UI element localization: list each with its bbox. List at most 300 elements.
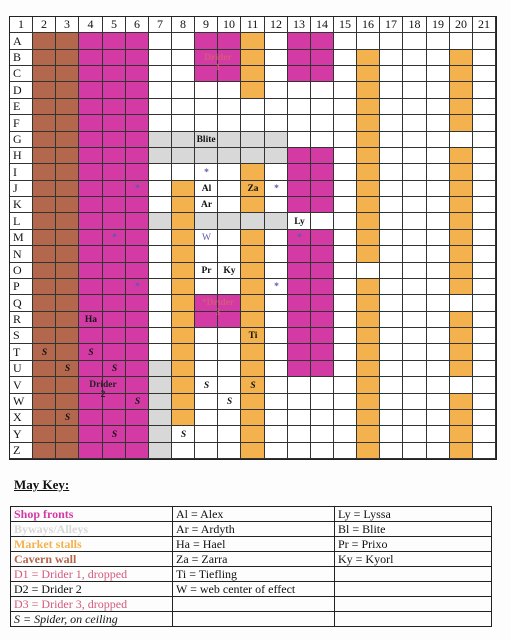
map-cell bbox=[380, 344, 403, 361]
map-cell bbox=[56, 115, 79, 132]
column-header: 11 bbox=[241, 17, 265, 33]
map-cell bbox=[288, 66, 311, 82]
map-cell bbox=[126, 66, 149, 82]
map-cell bbox=[126, 312, 149, 328]
map-cell bbox=[265, 197, 288, 213]
map-cell bbox=[33, 377, 56, 394]
map-cell bbox=[79, 246, 103, 263]
map-cell bbox=[172, 164, 195, 181]
key-cell bbox=[335, 612, 492, 627]
map-cell bbox=[79, 279, 103, 295]
column-header: 21 bbox=[473, 17, 496, 33]
map-cell bbox=[403, 50, 427, 66]
drider1-label: Drider 1 bbox=[204, 53, 232, 73]
map-cell bbox=[33, 328, 56, 344]
map-cell bbox=[241, 279, 265, 295]
map-cell bbox=[79, 328, 103, 344]
map-cell bbox=[334, 115, 357, 132]
map-cell bbox=[403, 279, 427, 295]
map-cell bbox=[56, 197, 79, 213]
map-cell bbox=[126, 50, 149, 66]
map-cell bbox=[427, 66, 450, 82]
map-cell bbox=[79, 164, 103, 181]
map-cell bbox=[126, 82, 149, 99]
map-cell bbox=[56, 213, 79, 230]
map-cell bbox=[380, 377, 403, 394]
map-cell bbox=[427, 132, 450, 148]
map-cell bbox=[450, 66, 473, 82]
map-cell bbox=[473, 263, 496, 279]
map-cell bbox=[473, 295, 496, 312]
map-cell bbox=[241, 230, 265, 246]
column-header: 1 bbox=[10, 17, 33, 33]
map-cell bbox=[334, 230, 357, 246]
map-cell bbox=[241, 361, 265, 377]
map-cell bbox=[357, 213, 380, 230]
map-cell bbox=[172, 33, 195, 50]
map-cell bbox=[126, 426, 149, 443]
map-cell bbox=[195, 344, 218, 361]
map-cell bbox=[149, 33, 172, 50]
map-cell bbox=[357, 197, 380, 213]
key-cell: W = web center of effect bbox=[173, 582, 335, 597]
map-cell bbox=[195, 99, 218, 115]
map-cell bbox=[218, 82, 241, 99]
map-cell bbox=[149, 82, 172, 99]
map-cell bbox=[149, 50, 172, 66]
map-cell bbox=[79, 82, 103, 99]
map-cell bbox=[288, 344, 311, 361]
map-cell bbox=[380, 361, 403, 377]
map-cell bbox=[195, 279, 218, 295]
map-cell bbox=[195, 213, 218, 230]
map-cell bbox=[427, 33, 450, 50]
map-marker: Ar bbox=[200, 200, 213, 210]
key-row bbox=[11, 597, 492, 612]
map-cell bbox=[265, 99, 288, 115]
map-cell bbox=[403, 33, 427, 50]
map-cell bbox=[473, 132, 496, 148]
map-cell bbox=[103, 99, 126, 115]
key-cell: D1 = Drider 1, dropped bbox=[11, 567, 173, 582]
map-marker: S bbox=[134, 397, 141, 407]
map-cell bbox=[427, 361, 450, 377]
map-cell bbox=[103, 263, 126, 279]
map-cell bbox=[427, 410, 450, 426]
key-cell bbox=[335, 582, 492, 597]
map-cell bbox=[172, 148, 195, 164]
map-cell bbox=[56, 263, 79, 279]
map-cell bbox=[149, 312, 172, 328]
map-cell bbox=[33, 443, 56, 459]
map-cell bbox=[126, 328, 149, 344]
map-cell bbox=[265, 82, 288, 99]
map-cell bbox=[450, 33, 473, 50]
map-cell bbox=[473, 246, 496, 263]
map-cell bbox=[357, 99, 380, 115]
column-header: 3 bbox=[56, 17, 79, 33]
map-cell bbox=[427, 344, 450, 361]
map-cell bbox=[33, 181, 56, 197]
map-cell bbox=[241, 443, 265, 459]
map-cell bbox=[450, 115, 473, 132]
map-cell bbox=[265, 295, 288, 312]
map-cell bbox=[103, 197, 126, 213]
map-cell bbox=[473, 443, 496, 459]
map-cell bbox=[103, 132, 126, 148]
map-cell bbox=[427, 312, 450, 328]
map-cell bbox=[218, 99, 241, 115]
map-cell bbox=[427, 213, 450, 230]
map-cell bbox=[126, 197, 149, 213]
map-cell bbox=[450, 443, 473, 459]
map-cell bbox=[33, 295, 56, 312]
map-cell bbox=[450, 82, 473, 99]
map-cell bbox=[288, 312, 311, 328]
map-cell bbox=[33, 115, 56, 132]
map-cell bbox=[357, 82, 380, 99]
map-cell bbox=[450, 246, 473, 263]
map-cell bbox=[357, 394, 380, 410]
key-cell bbox=[173, 597, 335, 612]
map-cell bbox=[56, 50, 79, 66]
map-cell bbox=[149, 344, 172, 361]
row-header: J bbox=[10, 181, 33, 197]
row-header: V bbox=[10, 377, 33, 394]
map-cell bbox=[149, 263, 172, 279]
map-cell bbox=[334, 312, 357, 328]
map-cell bbox=[126, 295, 149, 312]
map-cell bbox=[380, 279, 403, 295]
map-cell bbox=[334, 246, 357, 263]
map-cell bbox=[311, 33, 334, 50]
map-cell bbox=[218, 230, 241, 246]
map-marker: S bbox=[111, 429, 118, 440]
map-cell bbox=[311, 213, 334, 230]
map-cell bbox=[149, 181, 172, 197]
map-cell bbox=[265, 361, 288, 377]
map-cell bbox=[450, 410, 473, 426]
map-cell bbox=[380, 443, 403, 459]
map-cell bbox=[311, 426, 334, 443]
map-cell bbox=[427, 115, 450, 132]
map-cell bbox=[33, 197, 56, 213]
map-cell bbox=[288, 377, 311, 394]
map-cell bbox=[149, 279, 172, 295]
map-cell bbox=[172, 230, 195, 246]
map-grid bbox=[9, 16, 497, 460]
map-cell bbox=[172, 50, 195, 66]
map-cell bbox=[79, 181, 103, 197]
map-cell bbox=[103, 33, 126, 50]
map-cell bbox=[241, 344, 265, 361]
map-cell bbox=[427, 279, 450, 295]
map-cell bbox=[149, 361, 172, 377]
map-cell bbox=[380, 164, 403, 181]
map-cell bbox=[103, 312, 126, 328]
map-cell bbox=[334, 132, 357, 148]
column-header: 18 bbox=[403, 17, 427, 33]
map-cell bbox=[334, 394, 357, 410]
row-header: R bbox=[10, 312, 33, 328]
row-header: Q bbox=[10, 295, 33, 312]
map-cell bbox=[311, 295, 334, 312]
map-cell bbox=[427, 377, 450, 394]
map-cell bbox=[288, 82, 311, 99]
map-cell bbox=[126, 410, 149, 426]
map-cell bbox=[357, 263, 380, 279]
map-cell bbox=[403, 344, 427, 361]
map-cell bbox=[450, 213, 473, 230]
map-cell bbox=[450, 263, 473, 279]
map-cell bbox=[33, 132, 56, 148]
map-cell bbox=[103, 443, 126, 459]
map-cell bbox=[126, 377, 149, 394]
column-header: 10 bbox=[218, 17, 241, 33]
map-cell bbox=[103, 295, 126, 312]
map-cell bbox=[103, 246, 126, 263]
map-cell bbox=[172, 361, 195, 377]
map-cell bbox=[33, 263, 56, 279]
row-header: H bbox=[10, 148, 33, 164]
map-cell bbox=[403, 99, 427, 115]
map-cell bbox=[33, 50, 56, 66]
map-cell bbox=[427, 394, 450, 410]
map-marker: Pr bbox=[201, 266, 212, 276]
map-cell bbox=[103, 344, 126, 361]
row-header: D bbox=[10, 82, 33, 99]
column-header: 9 bbox=[195, 17, 218, 33]
map-marker: S bbox=[180, 429, 187, 440]
map-cell bbox=[241, 99, 265, 115]
map-cell bbox=[473, 279, 496, 295]
map-cell bbox=[380, 50, 403, 66]
map-cell bbox=[427, 328, 450, 344]
map-cell bbox=[265, 394, 288, 410]
map-cell bbox=[126, 361, 149, 377]
map-cell bbox=[334, 213, 357, 230]
key-cell: Ti = Tiefling bbox=[173, 567, 335, 582]
map-cell bbox=[103, 115, 126, 132]
map-cell bbox=[288, 263, 311, 279]
row-header: M bbox=[10, 230, 33, 246]
map-cell bbox=[288, 99, 311, 115]
map-cell bbox=[357, 279, 380, 295]
map-cell bbox=[311, 312, 334, 328]
map-cell bbox=[195, 443, 218, 459]
map-cell bbox=[33, 312, 56, 328]
map-cell bbox=[56, 344, 79, 361]
map-cell bbox=[403, 426, 427, 443]
map-cell bbox=[56, 148, 79, 164]
map-cell bbox=[56, 82, 79, 99]
map-cell bbox=[403, 213, 427, 230]
map-marker: * bbox=[274, 282, 279, 292]
map-cell bbox=[218, 279, 241, 295]
row-header: A bbox=[10, 33, 33, 50]
map-marker: * bbox=[135, 282, 140, 292]
map-marker: * bbox=[204, 167, 209, 178]
map-cell bbox=[126, 263, 149, 279]
map-cell bbox=[427, 295, 450, 312]
map-cell bbox=[149, 377, 172, 394]
row-header: O bbox=[10, 263, 33, 279]
map-cell bbox=[311, 115, 334, 132]
map-cell bbox=[149, 148, 172, 164]
map-cell bbox=[311, 99, 334, 115]
map-marker: S bbox=[88, 347, 94, 358]
map-cell bbox=[450, 328, 473, 344]
map-cell bbox=[241, 197, 265, 213]
map-cell bbox=[241, 312, 265, 328]
map-cell bbox=[427, 50, 450, 66]
map-cell bbox=[334, 181, 357, 197]
map-cell bbox=[218, 164, 241, 181]
key-row bbox=[11, 552, 492, 567]
map-cell bbox=[403, 230, 427, 246]
map-cell bbox=[172, 263, 195, 279]
map-cell bbox=[149, 328, 172, 344]
map-cell bbox=[79, 197, 103, 213]
map-cell bbox=[265, 312, 288, 328]
map-cell bbox=[427, 426, 450, 443]
map-cell bbox=[311, 82, 334, 99]
map-cell bbox=[403, 115, 427, 132]
map-marker: Ti bbox=[248, 331, 258, 341]
row-header: K bbox=[10, 197, 33, 213]
map-cell bbox=[241, 426, 265, 443]
map-marker: Ky bbox=[223, 266, 236, 276]
map-cell bbox=[265, 115, 288, 132]
map-cell bbox=[241, 295, 265, 312]
map-cell bbox=[56, 377, 79, 394]
key-row bbox=[11, 567, 492, 582]
map-cell bbox=[56, 66, 79, 82]
key-row bbox=[11, 612, 492, 627]
key-cell: Cavern wall bbox=[11, 552, 173, 567]
row-header: G bbox=[10, 132, 33, 148]
map-cell bbox=[56, 328, 79, 344]
key-row bbox=[11, 582, 492, 597]
map-cell bbox=[450, 344, 473, 361]
drider3-label: *Drider 3 bbox=[201, 298, 235, 318]
key-row bbox=[11, 537, 492, 552]
key-cell: Ha = Hael bbox=[173, 537, 335, 552]
map-marker: S bbox=[250, 380, 256, 391]
map-cell bbox=[218, 246, 241, 263]
map-cell bbox=[126, 99, 149, 115]
row-header: L bbox=[10, 213, 33, 230]
map-cell bbox=[56, 181, 79, 197]
map-cell bbox=[450, 426, 473, 443]
key-cell: Za = Zarra bbox=[173, 552, 335, 567]
map-cell bbox=[427, 197, 450, 213]
map-cell bbox=[241, 394, 265, 410]
map-cell bbox=[149, 213, 172, 230]
map-cell bbox=[473, 50, 496, 66]
map-cell bbox=[380, 328, 403, 344]
map-cell bbox=[380, 33, 403, 50]
map-cell bbox=[149, 410, 172, 426]
map-cell bbox=[126, 230, 149, 246]
map-cell bbox=[334, 99, 357, 115]
key-cell: Pr = Prixo bbox=[335, 537, 492, 552]
map-cell bbox=[265, 50, 288, 66]
row-header: I bbox=[10, 164, 33, 181]
map-cell bbox=[380, 312, 403, 328]
map-cell bbox=[427, 181, 450, 197]
map-cell bbox=[403, 377, 427, 394]
map-cell bbox=[172, 295, 195, 312]
row-header: S bbox=[10, 328, 33, 344]
map-cell bbox=[403, 132, 427, 148]
map-cell bbox=[473, 230, 496, 246]
map-cell bbox=[334, 328, 357, 344]
map-marker: S bbox=[226, 397, 233, 407]
map-marker: S bbox=[64, 364, 71, 374]
map-cell bbox=[79, 295, 103, 312]
map-cell bbox=[56, 230, 79, 246]
map-cell bbox=[56, 279, 79, 295]
map-cell bbox=[172, 99, 195, 115]
map-key-table bbox=[10, 506, 492, 627]
map-cell bbox=[126, 213, 149, 230]
map-cell bbox=[103, 213, 126, 230]
map-cell bbox=[450, 181, 473, 197]
map-cell bbox=[33, 246, 56, 263]
map-cell bbox=[195, 148, 218, 164]
map-cell bbox=[265, 66, 288, 82]
map-cell bbox=[403, 164, 427, 181]
map-cell bbox=[357, 33, 380, 50]
map-cell bbox=[33, 279, 56, 295]
map-cell bbox=[357, 115, 380, 132]
map-cell bbox=[126, 148, 149, 164]
map-cell bbox=[149, 132, 172, 148]
row-header: X bbox=[10, 410, 33, 426]
column-header: 15 bbox=[334, 17, 357, 33]
key-cell: Ky = Kyorl bbox=[335, 552, 492, 567]
map-cell bbox=[334, 50, 357, 66]
map-cell bbox=[195, 246, 218, 263]
map-cell bbox=[172, 312, 195, 328]
map-cell bbox=[149, 197, 172, 213]
map-cell bbox=[473, 33, 496, 50]
map-cell bbox=[56, 394, 79, 410]
map-cell bbox=[241, 33, 265, 50]
map-cell bbox=[403, 295, 427, 312]
map-cell bbox=[288, 115, 311, 132]
drider2-label: Drider 2 bbox=[89, 380, 117, 400]
map-cell bbox=[172, 246, 195, 263]
map-key-title: May Key: bbox=[14, 477, 70, 492]
map-cell bbox=[311, 410, 334, 426]
map-cell bbox=[288, 197, 311, 213]
map-cell bbox=[103, 410, 126, 426]
map-cell bbox=[33, 164, 56, 181]
map-cell bbox=[172, 328, 195, 344]
map-cell bbox=[473, 410, 496, 426]
map-cell bbox=[450, 197, 473, 213]
map-cell bbox=[357, 312, 380, 328]
map-cell bbox=[241, 50, 265, 66]
map-cell bbox=[241, 82, 265, 99]
map-cell bbox=[172, 82, 195, 99]
map-cell bbox=[56, 443, 79, 459]
map-cell bbox=[103, 164, 126, 181]
map-cell bbox=[357, 443, 380, 459]
map-cell bbox=[403, 263, 427, 279]
